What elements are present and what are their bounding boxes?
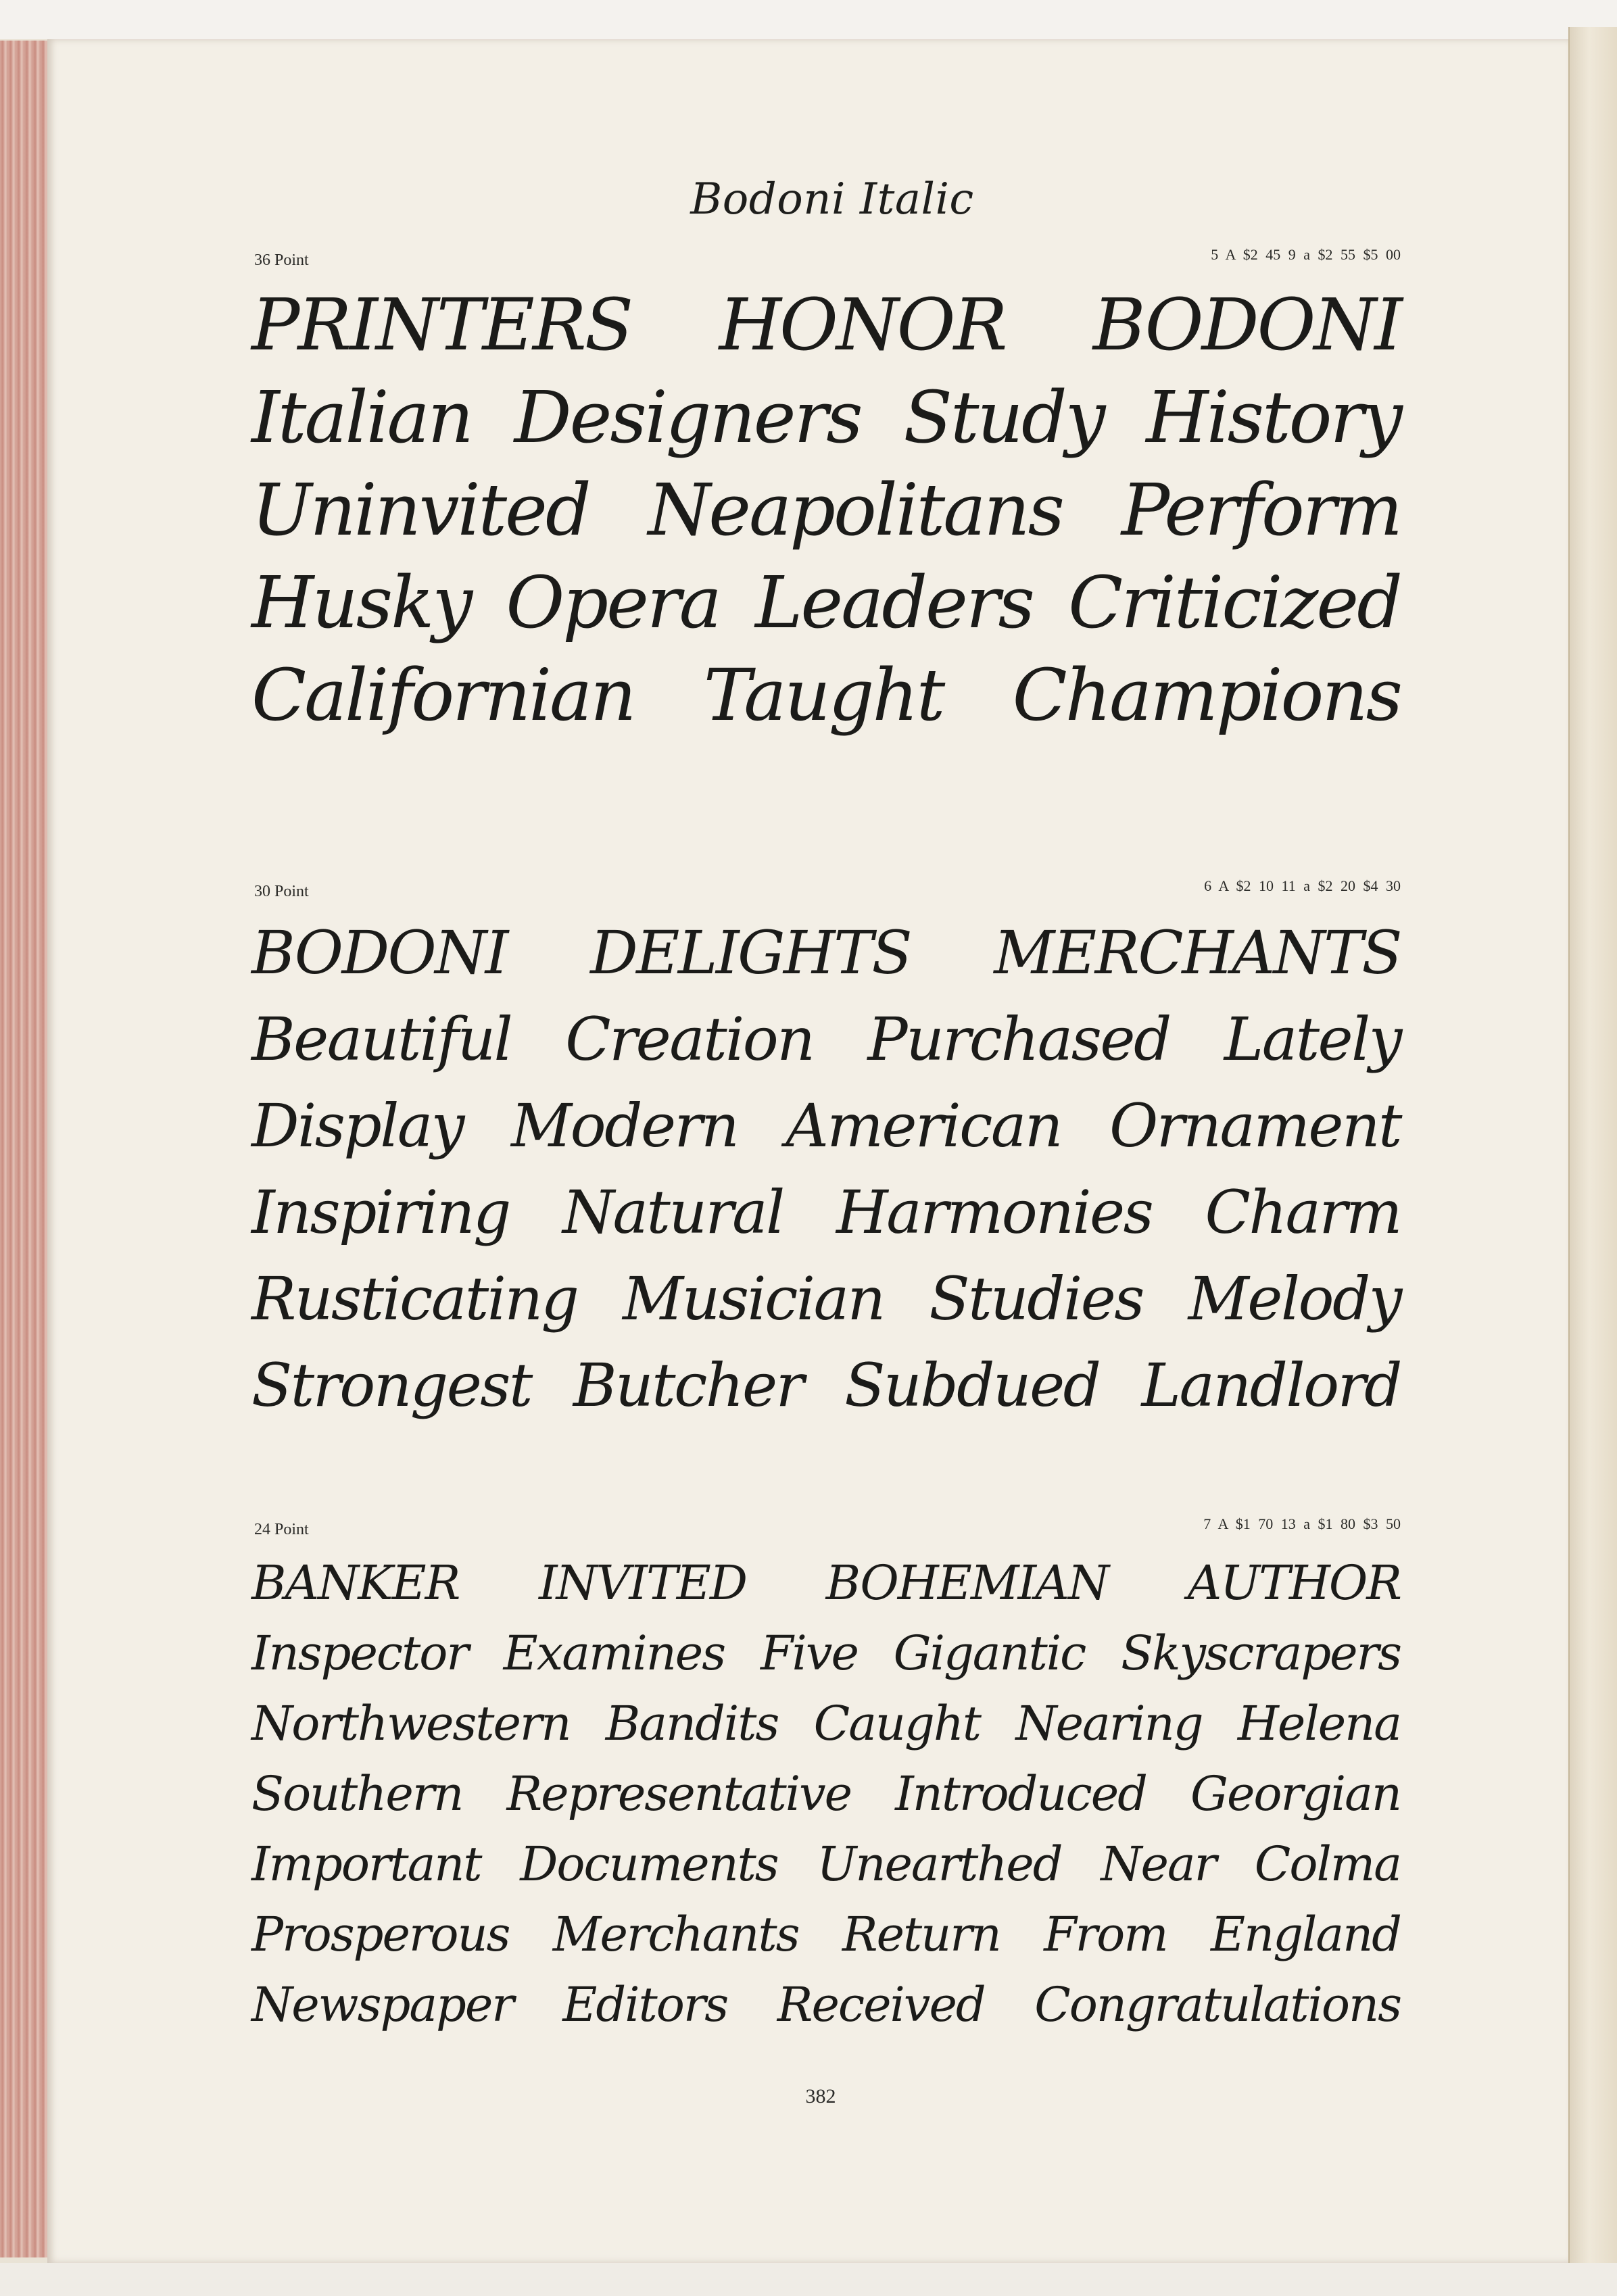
specimen-meta [251, 877, 1401, 910]
specimen-line: Inspector Examines Five Gigantic Skyscrapers [251, 1626, 1401, 1681]
specimen-line: Display Modern American Ornament [251, 1091, 1401, 1161]
point-size-label: 30 Point [254, 883, 309, 900]
page-number: 382 [805, 2085, 836, 2107]
point-size-label: 24 Point [254, 1521, 309, 1538]
specimen-line: Northwestern Bandits Caught Nearing Helena [251, 1696, 1401, 1751]
specimen-24-point [251, 1515, 1401, 2040]
point-size-label: 36 Point [254, 251, 309, 269]
specimen-30-point [251, 877, 1401, 1429]
page-edges-left [0, 41, 54, 2257]
specimen-line: Italian Designers Study History [251, 376, 1401, 459]
specimen-line: PRINTERS HONOR BODONI [251, 283, 1401, 366]
price-label: 5 A $2 45 9 a $2 55 $5 00 [1211, 246, 1401, 263]
specimen-line: Strongest Butcher Subdued Landlord [251, 1350, 1401, 1420]
specimen-line: Important Documents Unearthed Near Colma [251, 1836, 1401, 1892]
specimen-line: BANKER INVITED BOHEMIAN AUTHOR [251, 1555, 1401, 1611]
specimen-line: Newspaper Editors Received Congratulations [251, 1977, 1401, 2032]
specimen-line: Husky Opera Leaders Criticized [251, 561, 1401, 644]
specimen-line: Prosperous Merchants Return From England [251, 1907, 1401, 1962]
specimen-meta [251, 246, 1401, 278]
specimen-line: Inspiring Natural Harmonies Charm [251, 1177, 1401, 1247]
specimen-meta [251, 1515, 1401, 1548]
facing-page-edge [1568, 27, 1617, 2278]
price-label: 6 A $2 10 11 a $2 20 $4 30 [1204, 877, 1401, 894]
specimen-line: Southern Representative Introduced Georgian [251, 1766, 1401, 1822]
specimen-line: Rusticating Musician Studies Melody [251, 1264, 1401, 1334]
page-title: Bodoni Italic [690, 174, 974, 224]
specimen-line: Beautiful Creation Purchased Lately [251, 1004, 1401, 1074]
price-label: 7 A $1 70 13 a $1 80 $3 50 [1203, 1515, 1401, 1532]
specimen-line: Californian Taught Champions [251, 654, 1401, 737]
scan-top-margin [0, 0, 1617, 39]
specimen-36-point [251, 246, 1401, 741]
specimen-line: Uninvited Neapolitans Perform [251, 468, 1401, 552]
specimen-line: BODONI DELIGHTS MERCHANTS [251, 918, 1401, 987]
scan-bottom-margin [0, 2263, 1617, 2296]
